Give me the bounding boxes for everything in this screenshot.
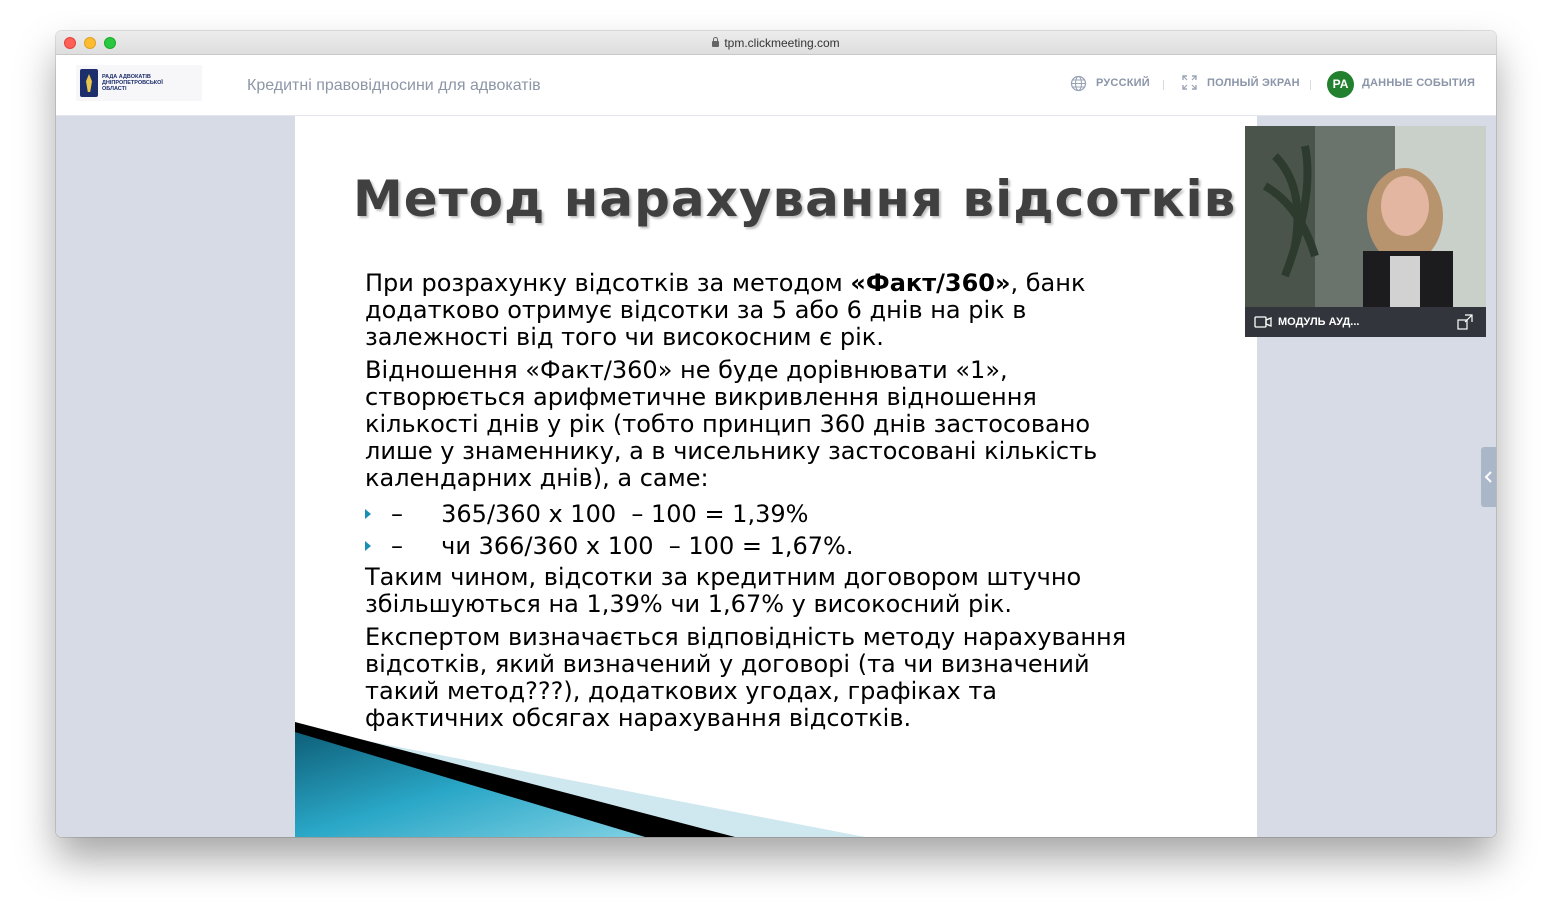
text-line: Експертом визначається відповідність методу нарахування — [365, 623, 1127, 651]
slide-title: Метод нарахування відсотків — [353, 170, 1237, 228]
video-participant-name: МОДУЛЬ АУД... — [1278, 316, 1360, 328]
bullet-arrow-icon — [365, 541, 371, 551]
fullscreen-button[interactable]: ПОЛНЫЙ ЭКРАН — [1207, 77, 1300, 89]
presenter-video-frame — [1245, 126, 1486, 337]
divider — [1163, 80, 1164, 90]
bullet-item — [365, 498, 1225, 530]
emblem-icon — [80, 69, 98, 97]
camera-icon — [1254, 316, 1272, 328]
user-avatar[interactable]: PA — [1327, 71, 1354, 98]
bullet-text: – 365/360 х 100 – 100 = 1,39% — [391, 499, 809, 528]
bullet-arrow-icon — [365, 509, 371, 519]
text-line: додатково отримує відсотки за 5 або 6 днів на рік в — [365, 296, 1027, 324]
app-header — [56, 55, 1496, 116]
text-line: збільшуються на 1,39% чи 1,67% у високосний рік. — [365, 590, 1013, 618]
text-line: Таким чином, відсотки за кредитним договором штучно — [365, 563, 1082, 591]
paragraph-1 — [365, 270, 1225, 351]
paragraph-4 — [365, 624, 1225, 732]
text-line: лише у знаменнику, а в чисельнику застосовані кількість — [365, 437, 1098, 465]
globe-icon[interactable] — [1070, 75, 1087, 92]
language-selector[interactable]: РУССКИЙ — [1096, 77, 1150, 89]
slide-decoration — [295, 722, 1257, 837]
event-data-button[interactable]: ДАННЫЕ СОБЫТИЯ — [1362, 77, 1476, 89]
text-line: залежності від того чи високосним є рік. — [365, 323, 884, 351]
text-line: календарних днів), а саме: — [365, 464, 709, 492]
text-line: кількості днів у рік (тобто принцип 360 днів застосовано — [365, 410, 1091, 438]
lock-icon — [712, 41, 719, 47]
text-line: відсотків, який визначений у договорі (та чи визначений — [365, 650, 1090, 678]
text-line: фактичних обсягах нарахування відсотків. — [365, 704, 912, 732]
divider — [1310, 80, 1311, 90]
video-caption-bar — [1245, 307, 1486, 337]
slide-body — [365, 270, 1225, 738]
bullet-text: – чи 366/360 х 100 – 100 = 1,67%. — [391, 531, 854, 560]
event-title: Кредитні правовідносини для адвокатів — [247, 77, 541, 94]
text-line: При розрахунку відсотків за методом — [365, 269, 851, 297]
expand-icon[interactable] — [1457, 314, 1473, 330]
paragraph-2 — [365, 357, 1225, 492]
text-line: такий метод???), додаткових угодах, графіках та — [365, 677, 998, 705]
text-line: створюється арифметичне викривлення відношення — [365, 383, 1037, 411]
webcam-video[interactable] — [1245, 126, 1486, 337]
browser-window — [56, 31, 1496, 837]
address-bar[interactable] — [56, 36, 1496, 50]
organization-logo[interactable] — [76, 65, 202, 101]
url-text: tpm.clickmeeting.com — [724, 36, 840, 50]
logo-text: РАДА АДВОКАТІВ ДНІПРОПЕТРОВСЬКОЇ ОБЛАСТІ — [102, 74, 163, 92]
chevron-left-icon — [1484, 471, 1493, 483]
bold-term: «Факт/360» — [850, 269, 1011, 297]
text-line: , банк — [1010, 269, 1086, 297]
title-bar — [56, 31, 1496, 55]
main-content — [56, 116, 1496, 837]
presentation-slide — [295, 116, 1257, 837]
side-panel-toggle[interactable] — [1481, 447, 1496, 507]
text-line: Відношення «Факт/360» не буде дорівнювати «1», — [365, 356, 1008, 384]
bullet-item — [365, 530, 1225, 562]
paragraph-3 — [365, 564, 1225, 618]
fullscreen-icon[interactable] — [1182, 75, 1197, 90]
